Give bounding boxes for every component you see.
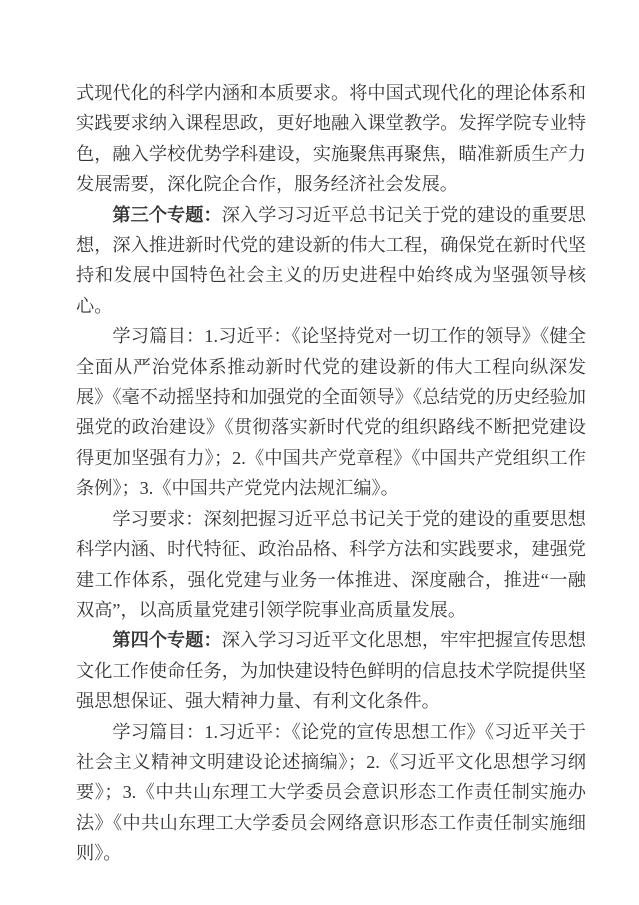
paragraph-text: 学习篇目：1.习近平：《论党的宣传思想工作》《习近平关于社会主义精神文明建设论述摘编》；2.《习近平文化思想学习纲要》；3.《中共山东理工大学委员会意识形态工作责任制实施办法》《中共山东理工大学委员会网络意识形态工作责任制实施细则》。	[76, 721, 586, 864]
paragraph-text: 深入学习习近平总书记关于党的建设的重要思想，深入推进新时代党的建设新的伟大工程，确保党在新时代坚持和发展中国特色社会主义的历史进程中始终成为坚强领导核心。	[76, 204, 586, 316]
paragraph	[76, 200, 586, 322]
paragraph-text: 式现代化的科学内涵和本质要求。将中国式现代化的理论体系和实践要求纳入课程思政，更好地融入课堂教学。发挥学院专业特色，融入学校优势学科建设，实施聚焦再聚焦，瞄准新质生产力发展需要，深化院企合作，服务经济社会发展。	[76, 83, 586, 195]
paragraph-text: 深入学习习近平文化思想，牢牢把握宣传思想文化工作使命任务，为加快建设特色鲜明的信息技术学院提供坚强思想保证、强大精神力量、有利文化条件。	[76, 630, 586, 712]
paragraph	[76, 717, 586, 869]
paragraph	[76, 321, 586, 503]
paragraph-lead: 第三个专题：	[112, 204, 222, 225]
paragraph-lead: 第四个专题：	[112, 630, 222, 651]
paragraph	[76, 78, 586, 200]
paragraph-text: 学习要求：深刻把握习近平总书记关于党的建设的重要思想科学内涵、时代特征、政治品格、科学方法和实践要求，建强党建工作体系，强化党建与业务一体推进、深度融合，推进“一融双高”，以高质量党建引领学院事业高质量发展。	[76, 508, 586, 620]
paragraph	[76, 504, 586, 626]
document-body	[76, 78, 586, 869]
paragraph-text: 学习篇目：1.习近平：《论坚持党对一切工作的领导》《健全全面从严治党体系推动新时代党的建设新的伟大工程向纵深发展》《毫不动摇坚持和加强党的全面领导》《总结党的历史经验加强党的政治建设》《贯彻落实新时代党的组织路线不断把党建设得更加坚强有力》；2.《中国共产党章程》《中国共产党组织工作条例》；3.《中国共产党党内法规汇编》。	[76, 326, 586, 499]
paragraph	[76, 625, 586, 716]
